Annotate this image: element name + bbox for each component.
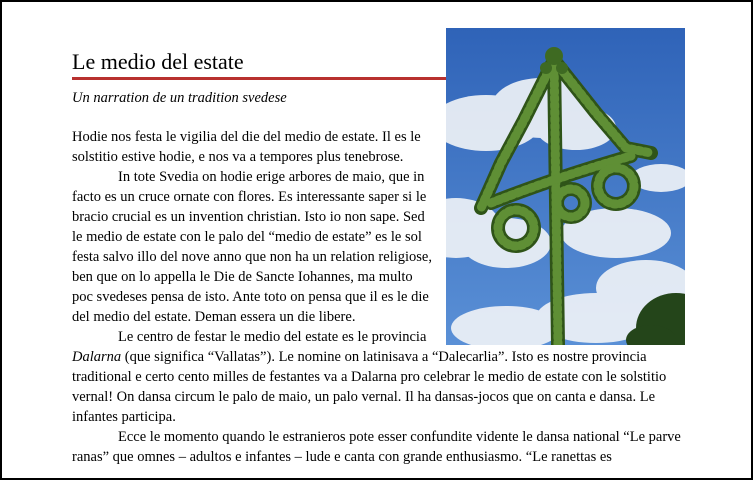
article-subtitle: Un narration de un tradition svedese [72, 90, 287, 106]
title-underline [72, 77, 447, 80]
paragraph-3-text-b: (que significa “Vallatas”). Le nomine on latinisava a “Dalecarlia”. Isto es nostre provincia traditional e certo cento milles de festantes va a Dalarna pro celebrar le medio de estate con le solstitio vernal! On dansa circum le palo de maio, un palo vernal. Il ha dansas-jocos que on canta e dansa. Le infantes participa. [72, 349, 667, 425]
paragraph-2: In tote Svedia on hodie erige arbores de maio, que in facto es un cruce ornate con flores. Es interessante saper si le bracio crucial es un invention christian. Isto io non sape. Sed le medio de estate con le palo del “medio de estate” es le sol festa salvo illo del nove anno que non ha un relation religiose, ben que on lo appella le Die de Sancte Iohannes, ma multo poc svedeses pensa de isto. Ante toto on pensa que il es le die del medio del estate. Deman essera un die libere. [72, 169, 432, 325]
paragraph-1: Hodie nos festa le vigilia del die del medio de estate. Il es le solstitio estive hodie, e nos va a tempores plus tenebrose. [72, 129, 421, 165]
article-title: Le medio del estate [72, 49, 244, 74]
photo-spacer [434, 127, 684, 346]
paragraph-3-text-a: Le centro de festar le medio del estate es le provincia [118, 329, 427, 345]
paragraph-4: Ecce le momento quando le estranieros pote esser confundite vidente le dansa national “Le parve ranas” que omnes – adultos e infantes – lude e canta con grande enthusiasmo. “Le ranettas es [72, 429, 681, 465]
article-body [72, 127, 684, 467]
paragraph-3-emphasis: Dalarna [72, 349, 122, 365]
